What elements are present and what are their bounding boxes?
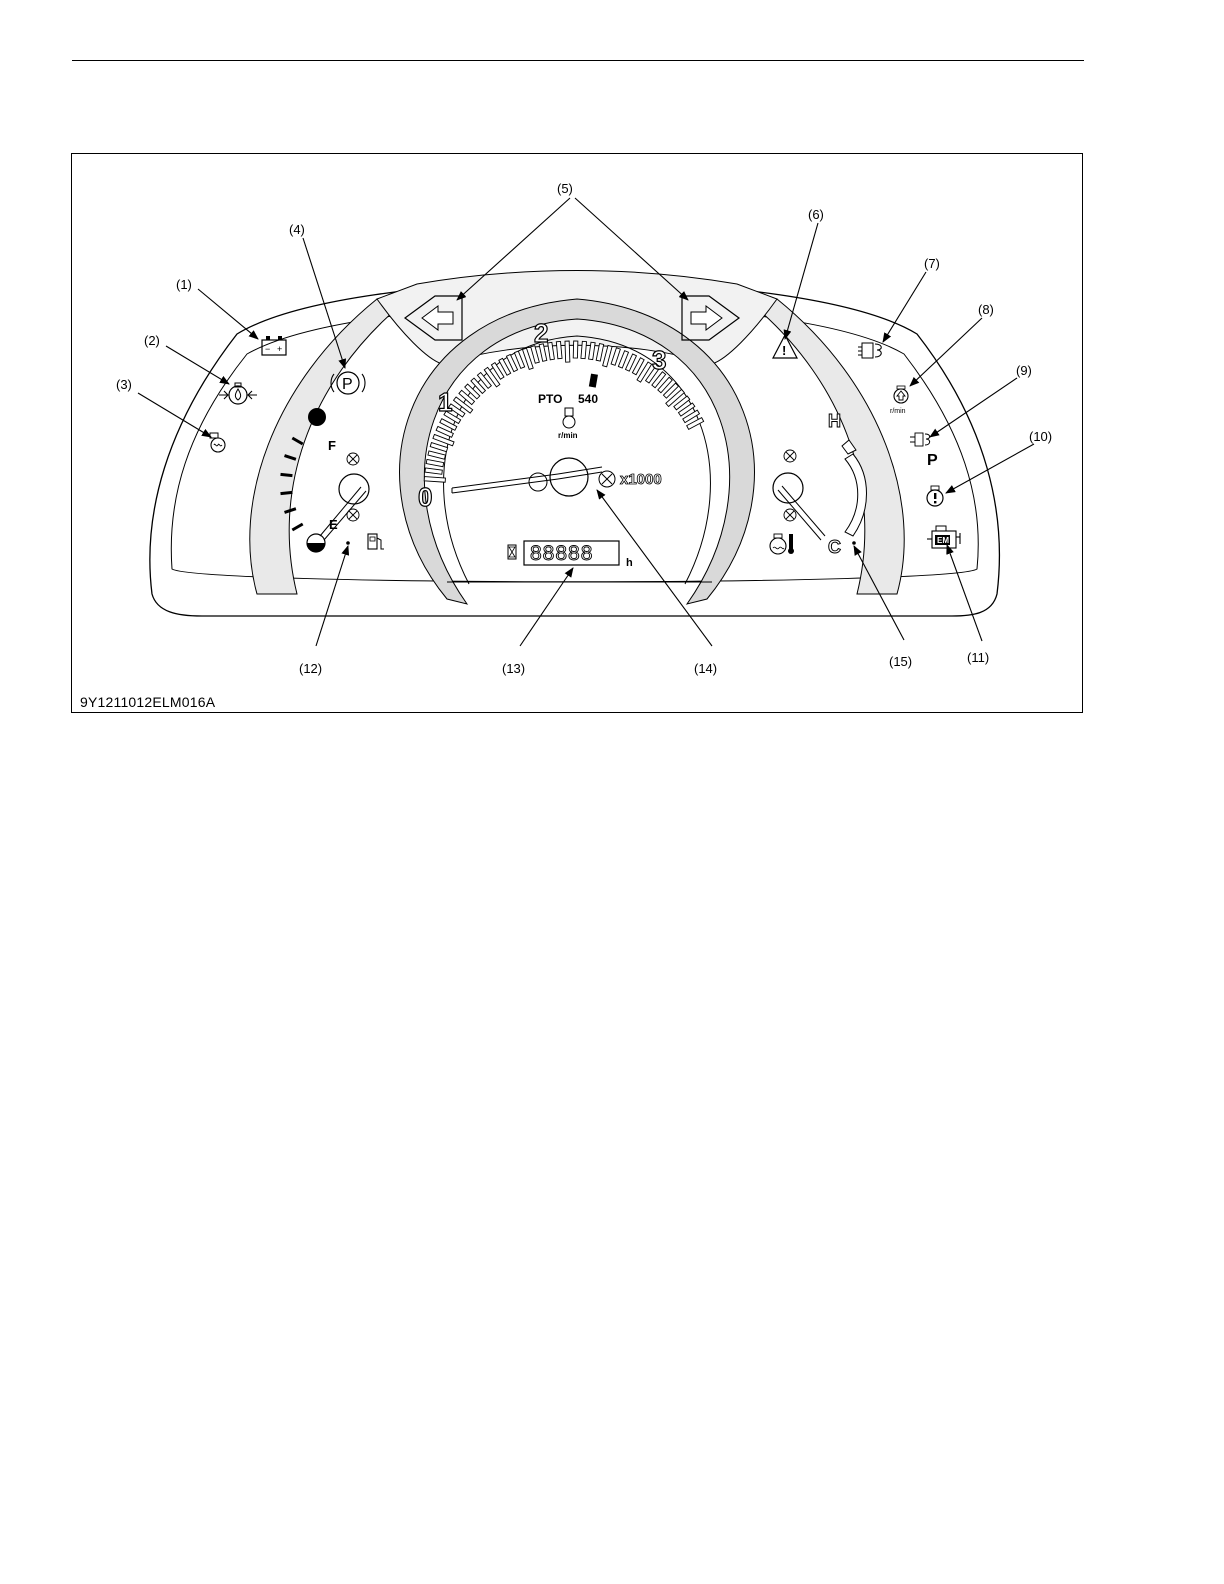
- fuel-empty-label: E: [329, 517, 338, 532]
- tach-label-3: 3: [652, 345, 667, 375]
- tachometer-needle: [452, 467, 602, 493]
- pto-icon: [563, 408, 575, 428]
- tach-label-1: 1: [438, 387, 453, 417]
- tach-tick: [573, 341, 578, 358]
- instrument-panel-diagram: [72, 154, 1084, 714]
- left-pod-bezel: [250, 299, 402, 594]
- tach-label-0: 0: [418, 482, 433, 512]
- coolant-gauge-marker-dot: [852, 541, 856, 545]
- tach-tick: [611, 348, 620, 365]
- callout-4: (4): [289, 222, 305, 237]
- fuel-tick: [281, 492, 293, 493]
- coolant-gauge-hub: [773, 473, 803, 503]
- callout-13: (13): [502, 661, 526, 676]
- tach-tick: [581, 341, 587, 358]
- fuel-gauge-hub: [339, 474, 369, 504]
- tach-tick: [428, 451, 446, 459]
- coolant-hot-label: H: [828, 411, 841, 431]
- battery-plus: +: [277, 344, 283, 354]
- engine-warning-icon: [927, 486, 943, 506]
- header-rule: [72, 60, 1084, 61]
- callout-1: (1): [176, 277, 192, 292]
- master-warning-mark: !: [782, 343, 787, 358]
- callout-14: (14): [694, 661, 718, 676]
- coolant-gauge-screw-top: [784, 450, 796, 462]
- tach-tick: [430, 443, 447, 452]
- tach-tick: [565, 341, 570, 362]
- figure-code: 9Y1211012ELM016A: [80, 694, 216, 710]
- figure-frame: [71, 153, 1083, 713]
- engine-emission-text: EM: [937, 536, 949, 545]
- callout-8: (8): [978, 302, 994, 317]
- callout-2: (2): [144, 333, 160, 348]
- callout-15: (15): [889, 654, 913, 669]
- dpf-regeneration-icon: [858, 343, 881, 358]
- tach-tick: [531, 346, 540, 364]
- callout-12: (12): [299, 661, 323, 676]
- pto-label: PTO: [538, 392, 563, 406]
- fuel-tick: [292, 524, 302, 530]
- parking-brake-letter: P: [342, 376, 353, 393]
- hour-meter-digits: 88888: [530, 542, 594, 565]
- tachometer-screw-icon: [599, 471, 615, 487]
- coolant-cold-label: C: [828, 537, 841, 557]
- tach-multiplier: x1000: [620, 471, 662, 488]
- rpm-up-icon: [894, 386, 908, 403]
- parking-regeneration-letter: P: [927, 452, 938, 469]
- callout-10: (10): [1029, 429, 1053, 444]
- fuel-gauge-marker-dot: [346, 541, 350, 545]
- callout-7: (7): [924, 256, 940, 271]
- fuel-gauge-screw-top: [347, 453, 359, 465]
- callout-3: (3): [116, 377, 132, 392]
- fuel-gauge-screw-bottom: [347, 509, 359, 521]
- tach-tick: [426, 459, 443, 466]
- hourglass-icon: [508, 545, 516, 559]
- tach-label-2: 2: [534, 318, 549, 348]
- fuel-full-indicator: [308, 408, 326, 426]
- oil-pressure-icon: [219, 383, 257, 404]
- fuel-empty-indicator: [307, 534, 325, 552]
- glow-plug-icon: [210, 433, 225, 452]
- callout-6: (6): [808, 207, 824, 222]
- callout-11: (11): [967, 650, 990, 665]
- parking-regeneration-icon: [910, 433, 930, 446]
- pto-speed-label: 540: [578, 392, 599, 406]
- fuel-pump-icon: [368, 534, 384, 549]
- tach-tick: [425, 468, 442, 474]
- hour-meter-unit: h: [626, 557, 633, 569]
- battery-minus: −: [265, 344, 271, 354]
- coolant-gauge-screw-bottom: [784, 509, 796, 521]
- tach-tick: [596, 344, 604, 361]
- pto-unit-label: r/min: [558, 431, 578, 440]
- callout-9: (9): [1016, 363, 1032, 378]
- rpm-up-unit: r/min: [890, 408, 906, 415]
- fuel-tick: [281, 474, 293, 475]
- coolant-temperature-icon: [770, 534, 794, 554]
- callout-5: (5): [557, 181, 573, 196]
- pto-speed-marker: [589, 374, 598, 388]
- tach-tick: [603, 345, 612, 366]
- fuel-full-label: F: [328, 438, 336, 453]
